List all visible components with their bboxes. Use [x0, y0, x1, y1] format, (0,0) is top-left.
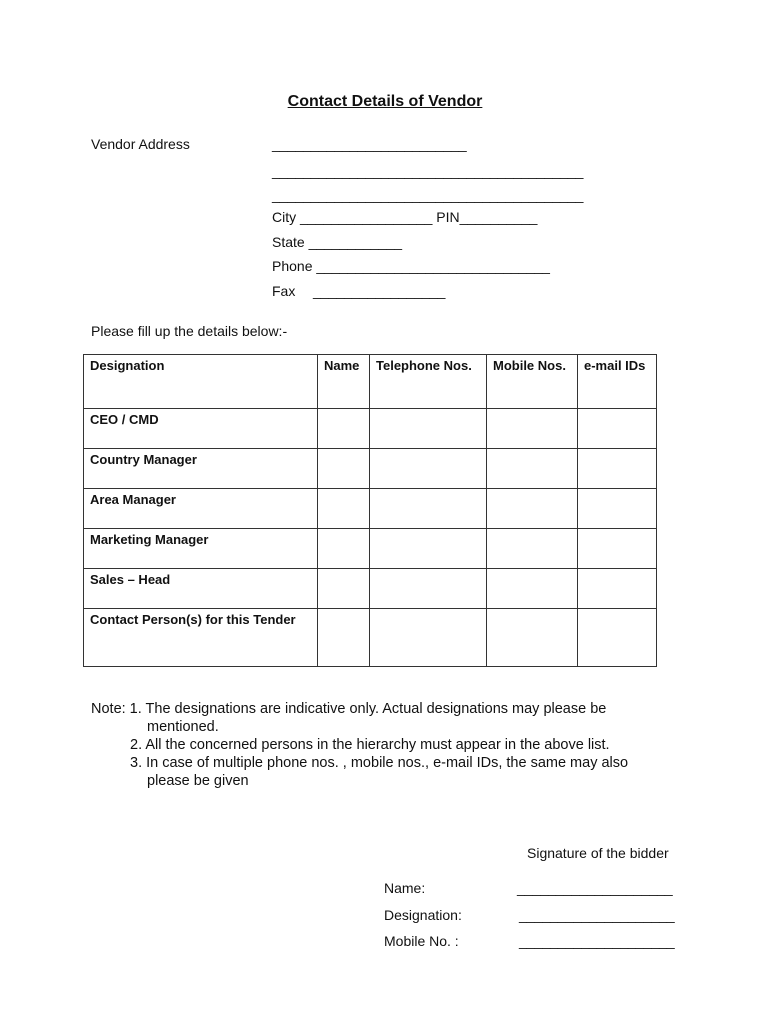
name-cell[interactable] [318, 529, 370, 569]
header-telephone: Telephone Nos. [370, 355, 487, 409]
address-line-3[interactable]: ________________________________________ [272, 187, 584, 203]
note-1-continued: mentioned. [147, 719, 219, 735]
city-pin-field[interactable]: City _________________ PIN__________ [272, 209, 538, 225]
telephone-cell[interactable] [370, 449, 487, 489]
email-cell[interactable] [578, 409, 657, 449]
designation-cell: Area Manager [84, 489, 318, 529]
table-row [84, 409, 657, 449]
email-cell[interactable] [578, 569, 657, 609]
name-cell[interactable] [318, 489, 370, 529]
designation-cell: CEO / CMD [84, 409, 318, 449]
signature-designation-field[interactable]: ____________________ [519, 907, 675, 923]
phone-field[interactable]: Phone ______________________________ [272, 258, 550, 274]
fax-label: Fax [272, 283, 296, 299]
mobile-cell[interactable] [487, 409, 578, 449]
header-name: Name [318, 355, 370, 409]
mobile-cell[interactable] [487, 489, 578, 529]
designation-cell: Country Manager [84, 449, 318, 489]
note-3: 3. In case of multiple phone nos. , mobile nos., e-mail IDs, the same may also [130, 755, 629, 771]
table-row [84, 569, 657, 609]
table-header-row [84, 355, 657, 409]
note-1: Note: 1. The designations are indicative only. Actual designations may please be [91, 701, 607, 717]
email-cell[interactable] [578, 449, 657, 489]
header-mobile: Mobile Nos. [487, 355, 578, 409]
fill-instruction: Please fill up the details below:- [91, 323, 288, 339]
telephone-cell[interactable] [370, 569, 487, 609]
email-cell[interactable] [578, 529, 657, 569]
email-cell[interactable] [578, 609, 657, 667]
mobile-cell[interactable] [487, 449, 578, 489]
signature-designation-label: Designation: [384, 907, 462, 923]
table-row [84, 489, 657, 529]
table-row [84, 609, 657, 667]
header-email: e-mail IDs [578, 355, 657, 409]
contact-table [83, 354, 657, 667]
telephone-cell[interactable] [370, 609, 487, 667]
signature-heading: Signature of the bidder [527, 845, 669, 861]
telephone-cell[interactable] [370, 409, 487, 449]
telephone-cell[interactable] [370, 489, 487, 529]
address-line-2[interactable]: ________________________________________ [272, 163, 584, 179]
signature-mobile-label: Mobile No. : [384, 933, 459, 949]
note-2: 2. All the concerned persons in the hierarchy must appear in the above list. [130, 737, 610, 753]
fax-field[interactable]: _________________ [313, 283, 446, 299]
address-line-1[interactable]: _________________________ [272, 136, 467, 152]
name-cell[interactable] [318, 569, 370, 609]
signature-name-field[interactable]: ____________________ [517, 880, 673, 896]
signature-name-label: Name: [384, 880, 426, 896]
table-row [84, 449, 657, 489]
vendor-address-label: Vendor Address [91, 136, 190, 152]
state-field[interactable]: State ____________ [272, 234, 403, 250]
table-row [84, 529, 657, 569]
designation-cell: Marketing Manager [84, 529, 318, 569]
note-3-continued: please be given [147, 773, 249, 789]
email-cell[interactable] [578, 489, 657, 529]
mobile-cell[interactable] [487, 609, 578, 667]
mobile-cell[interactable] [487, 569, 578, 609]
name-cell[interactable] [318, 609, 370, 667]
name-cell[interactable] [318, 449, 370, 489]
telephone-cell[interactable] [370, 529, 487, 569]
header-designation: Designation [84, 355, 318, 409]
signature-mobile-field[interactable]: ____________________ [519, 933, 675, 949]
designation-cell: Contact Person(s) for this Tender [84, 609, 318, 667]
name-cell[interactable] [318, 409, 370, 449]
mobile-cell[interactable] [487, 529, 578, 569]
page-title: Contact Details of Vendor [287, 93, 483, 110]
designation-cell: Sales – Head [84, 569, 318, 609]
